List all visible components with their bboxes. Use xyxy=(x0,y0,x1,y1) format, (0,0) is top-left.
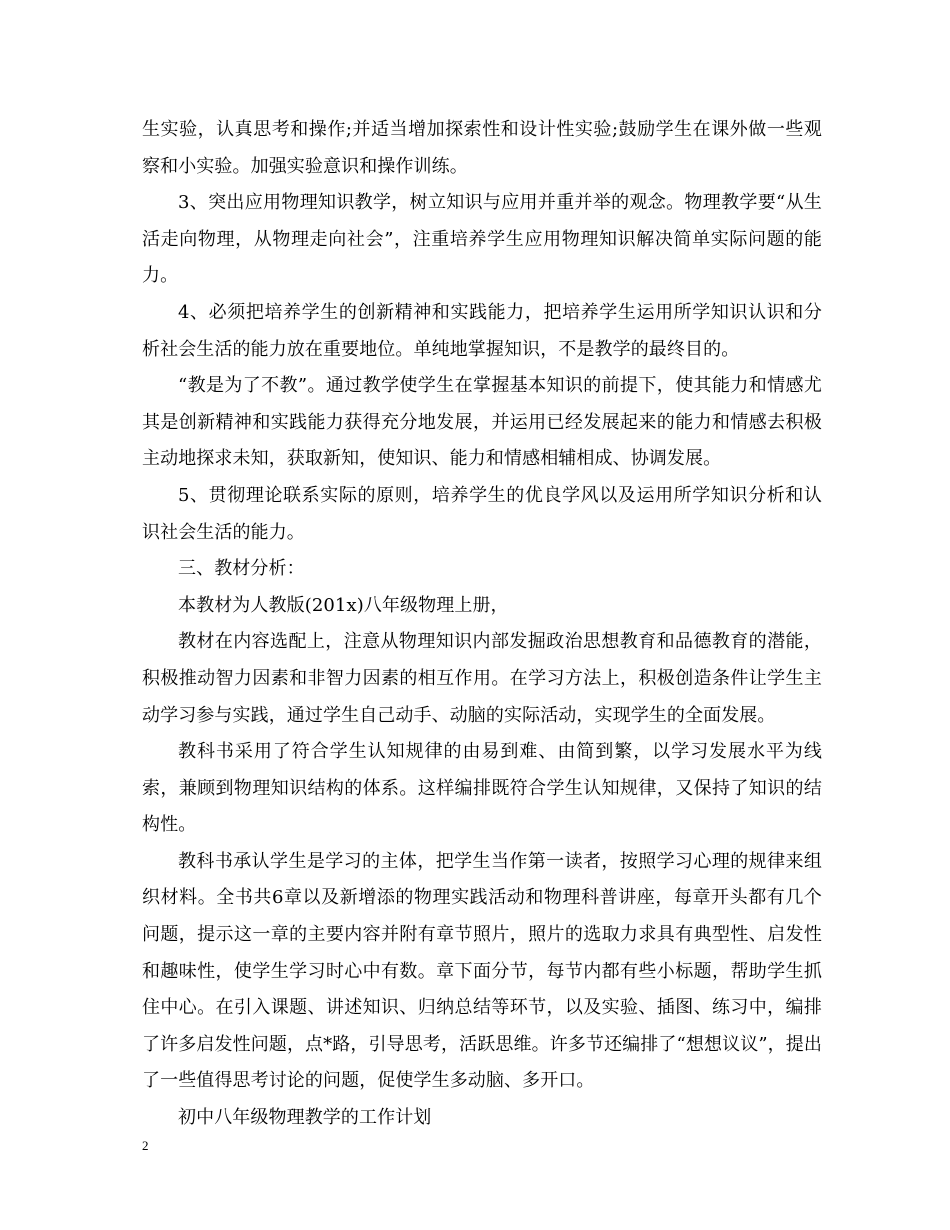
paragraph: 初中八年级物理教学的工作计划 xyxy=(178,1107,432,1129)
document-body xyxy=(142,112,822,1137)
page-number: 2 xyxy=(142,1138,149,1153)
paragraph: 生实验，认真思考和操作;并适当增加探索性和设计性实验;鼓励学生在课外做一些观察和小实验。加强实验意识和操作训练。 xyxy=(142,119,822,177)
paragraph: 4、必须把培养学生的创新精神和实践能力，把培养学生运用所学知识认识和分析社会生活的能力放在重要地位。单纯地掌握知识，不是教学的最终目的。 xyxy=(142,301,822,360)
paragraph: 5、贯彻理论联系实际的原则，培养学生的优良学风以及运用所学知识分析和认识社会生活的能力。 xyxy=(142,484,822,543)
paragraph: 教科书承认学生是学习的主体，把学生当作第一读者，按照学习心理的规律来组织材料。全书共6章以及新增添的物理实践活动和物理科普讲座，每章开头都有几个问题，提示这一章的主要内容并附有章节照片，照片的选取力求具有典型性、启发性和趣味性，使学生学习时心中有数。章下面分节，每节内都有些小标题，帮助学生抓住中心。在引入课题、讲述知识、归纳总结等环节，以及实验、插图、练习中，编排了许多启发性问题，点*路，引导思考，活跃思维。许多节还编排了“想想议议”，提出了一些值得思考讨论的问题，促使学生多动脑、多开口。 xyxy=(142,850,822,1092)
paragraph: 本教材为人教版(201x)八年级物理上册， xyxy=(178,594,509,616)
paragraph: “教是为了不教”。通过教学使学生在掌握基本知识的前提下，使其能力和情感尤其是创新精神和实践能力获得充分地发展，并运用已经发展起来的能力和情感去积极主动地探求未知，获取新知，使知识、能力和情感相辅相成、协调发展。 xyxy=(142,375,822,470)
paragraph: 3、突出应用物理知识教学，树立知识与应用并重并举的观念。物理教学要“从生活走向物理，从物理走向社会”，注重培养学生应用物理知识解决简单实际问题的能力。 xyxy=(142,192,822,287)
paragraph: 三、教材分析： xyxy=(178,558,305,580)
paragraph: 教科书采用了符合学生认知规律的由易到难、由简到繁，以学习发展水平为线索，兼顾到物理知识结构的体系。这样编排既符合学生认知规律，又保持了知识的结构性。 xyxy=(142,741,822,836)
paragraph: 教材在内容选配上，注意从物理知识内部发掘政治思想教育和品德教育的潜能，积极推动智力因素和非智力因素的相互作用。在学习方法上，积极创造条件让学生主动学习参与实践，通过学生自己动手、动脑的实际活动，实现学生的全面发展。 xyxy=(142,631,822,726)
